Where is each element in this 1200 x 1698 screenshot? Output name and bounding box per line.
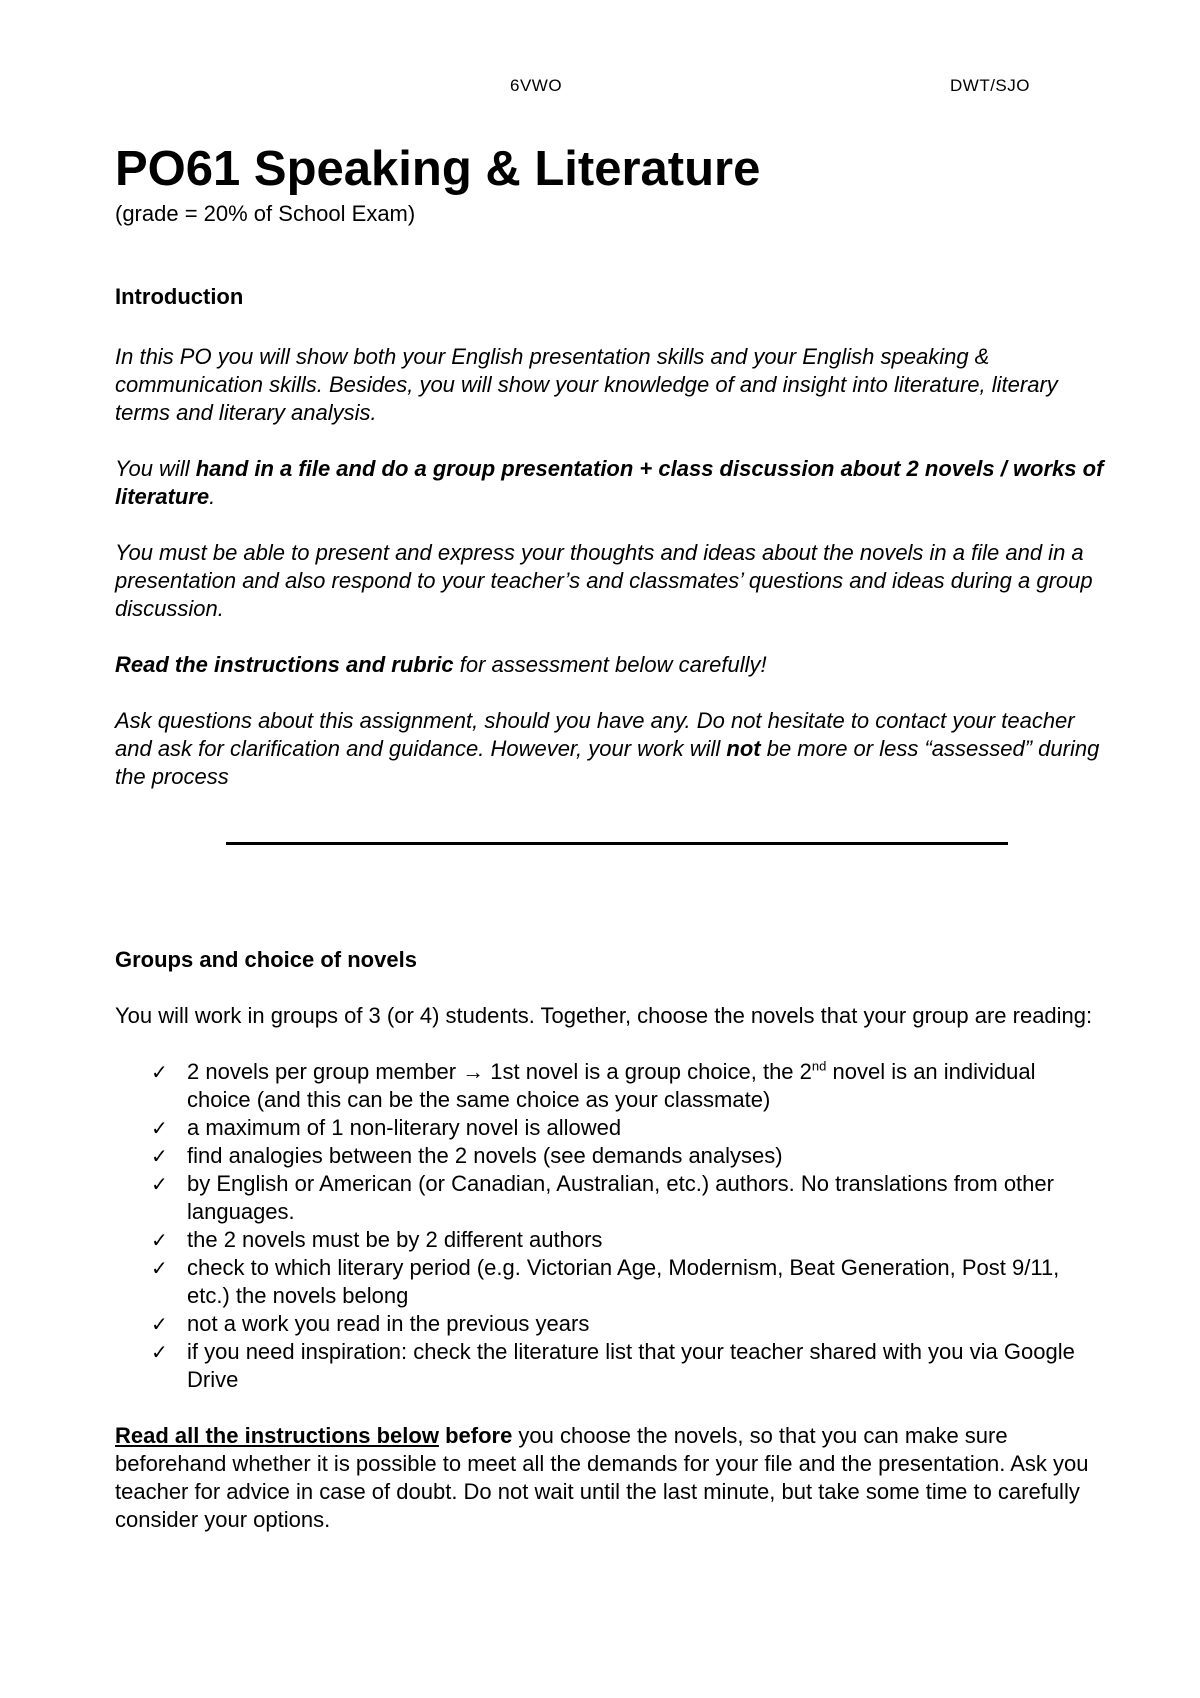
intro-p5-bold: not [726,736,761,761]
groups-paragraph-1: You will work in groups of 3 (or 4) students. Together, choose the novels that your group are reading: [115,1003,1093,1028]
page-title: PO61 Speaking & Literature [115,142,761,196]
groups-heading: Groups and choice of novels [115,947,417,972]
checkmark-icon: ✓ [151,1256,168,1280]
requirements-list [115,1058,1105,1394]
intro-paragraph-1: In this PO you will show both your English presentation skills and your English speaking & communication skills. Besides, you will show your knowledge of and insight into literature, literary terms and literary analysis. [115,344,1058,425]
checkmark-icon: ✓ [151,1312,168,1336]
list-item [115,1254,1105,1310]
checkmark-icon: ✓ [151,1060,168,1084]
list-item-text: not a work you read in the previous years [187,1311,590,1336]
intro-p2-bold: hand in a file and do a group presentation + class discussion about 2 novels / works of literature [115,456,1104,509]
list-item-text: by English or American (or Canadian, Australian, etc.) authors. No translations from other languages. [187,1171,1054,1224]
intro-p5-end: be more or less “assessed” during the process [115,736,1100,789]
closing-rest: you choose the novels, so that you can make sure beforehand whether it is possible to meet all the demands for your file and the presentation. Ask you teacher for advice in case of doubt. Do not wait until the last minute, but take some time to carefully consider your options. [115,1423,1089,1532]
list-item-text: 2 novels per group member → 1st novel is a group choice, the 2 [187,1059,812,1084]
list-item-text: if you need inspiration: check the literature list that your teacher shared with you via Google Drive [187,1339,1075,1392]
header-class: 6VWO [510,76,563,95]
list-item-text: check to which literary period (e.g. Victorian Age, Modernism, Beat Generation, Post 9/11, etc.) the novels belong [187,1255,1060,1308]
intro-paragraph-3: You must be able to present and express your thoughts and ideas about the novels in a file and in a presentation and also respond to your teacher’s and classmates’ questions and ideas during a group discussion. [115,540,1093,621]
closing-bold: before [438,1423,513,1448]
list-item [115,1226,1105,1254]
document-body [115,138,1105,1534]
list-item-superscript: nd [811,1058,827,1074]
list-item [115,1338,1105,1394]
intro-p5-lead: Ask questions about this assignment, should you have any. Do not hesitate to contact your teacher and ask for clarification and guidance. However, your work will [115,708,1075,761]
page-subtitle: (grade = 20% of School Exam) [115,201,416,226]
checkmark-icon: ✓ [151,1116,168,1140]
intro-heading: Introduction [115,284,244,309]
checkmark-icon: ✓ [151,1340,168,1364]
intro-p2-lead: You will [115,456,196,481]
list-item [115,1170,1105,1226]
closing-underlined-bold: Read all the instructions below [115,1423,439,1448]
intro-p4-bold: Read the instructions and rubric [115,652,454,677]
list-item [115,1142,1105,1170]
checkmark-icon: ✓ [151,1228,168,1252]
list-item [115,1310,1105,1338]
checkmark-icon: ✓ [151,1144,168,1168]
header-teachers: DWT/SJO [950,76,1030,95]
list-item [115,1114,1105,1142]
list-item-text: the 2 novels must be by 2 different authors [187,1227,603,1252]
intro-paragraph-5 [115,707,1105,791]
intro-paragraph-2 [115,455,1105,511]
list-item-text: a maximum of 1 non-literary novel is allowed [187,1115,622,1140]
list-item-text: novel is an individual choice (and this can be the same choice as your classmate) [187,1059,1036,1112]
groups-closing-paragraph [115,1422,1105,1534]
list-item-text: find analogies between the 2 novels (see demands analyses) [187,1143,783,1168]
intro-p2-end: . [209,484,216,509]
checkmark-icon: ✓ [151,1172,168,1196]
list-item [115,1058,1105,1114]
section-divider [226,842,1008,845]
intro-p4-rest: for assessment below carefully! [453,652,767,677]
intro-paragraph-4 [115,651,1105,679]
